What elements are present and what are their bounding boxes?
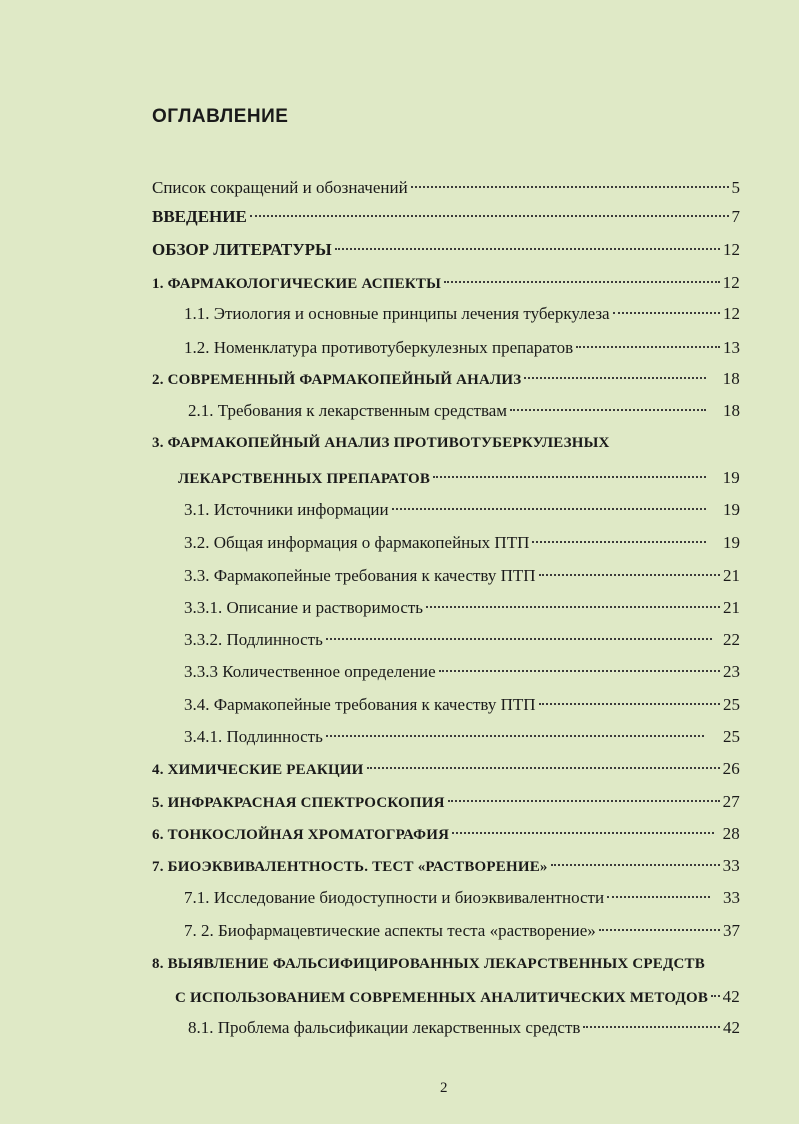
- toc-entry-label: С ИСПОЛЬЗОВАНИЕМ СОВРЕМЕННЫХ АНАЛИТИЧЕСКИХ МЕТОДОВ: [175, 990, 709, 1006]
- toc-entry: [152, 430, 740, 456]
- toc-leader: [551, 864, 720, 866]
- toc-entry-label: Список сокращений и обозначений: [152, 178, 408, 197]
- toc-entry[interactable]: [184, 918, 740, 944]
- toc-entry[interactable]: [152, 821, 740, 847]
- toc-entry[interactable]: [152, 366, 740, 392]
- toc-entry-label: 3.3.3 Количественное определение: [184, 662, 436, 681]
- toc-entry[interactable]: [152, 175, 740, 201]
- toc-entry-label: 3.4. Фармакопейные требования к качеству ПТП: [184, 695, 536, 714]
- toc-entry-label: 7. 2. Биофармацевтические аспекты теста «растворение»: [184, 921, 596, 940]
- toc-leader: [439, 670, 720, 672]
- toc-entry[interactable]: [188, 1015, 740, 1041]
- toc-entry-label: ЛЕКАРСТВЕННЫХ ПРЕПАРАТОВ: [178, 471, 431, 487]
- toc-entry-page: 13: [723, 338, 740, 357]
- toc-entry[interactable]: [184, 885, 740, 911]
- toc-entry-label: 2.1. Требования к лекарственным средствам: [188, 401, 508, 420]
- toc-entry-label: 6. ТОНКОСЛОЙНАЯ ХРОМАТОГРАФИЯ: [152, 827, 450, 843]
- toc-leader: [583, 1026, 720, 1028]
- toc-entry-label: 8. ВЫЯВЛЕНИЕ ФАЛЬСИФИЦИРОВАННЫХ ЛЕКАРСТВЕННЫХ СРЕДСТВ: [152, 956, 705, 972]
- toc-entry-label: 3.3.1. Описание и растворимость: [184, 598, 424, 617]
- toc-entry[interactable]: [184, 659, 740, 685]
- toc-entry[interactable]: [184, 335, 740, 361]
- toc-leader: [607, 896, 710, 898]
- toc-leader: [367, 767, 720, 769]
- toc-entry[interactable]: [152, 756, 740, 782]
- toc-entry: [152, 951, 740, 977]
- toc-entry-page: 5: [731, 178, 740, 197]
- toc-entry[interactable]: [175, 984, 740, 1010]
- toc-entry-page: 19: [723, 500, 740, 519]
- toc-entry-page: 42: [722, 987, 740, 1006]
- toc-entry[interactable]: [188, 398, 740, 424]
- toc-entry-label: 1.2. Номенклатура противотуберкулезных препаратов: [184, 338, 574, 357]
- toc-entry-label: 7.1. Исследование биодоступности и биоэквивалентности: [184, 888, 605, 907]
- toc-leader: [452, 832, 713, 834]
- toc-leader: [599, 929, 720, 931]
- toc-entry[interactable]: [184, 301, 740, 327]
- toc-entry-page: 12: [723, 304, 740, 323]
- toc-entry-label: 3.3. Фармакопейные требования к качеству ПТП: [184, 566, 536, 585]
- toc-leader: [444, 281, 720, 283]
- toc-entry-page: 22: [723, 630, 740, 649]
- toc-entry[interactable]: [152, 270, 740, 296]
- toc-entry-label: 3.1. Источники информации: [184, 500, 389, 519]
- toc-entry[interactable]: [184, 530, 740, 556]
- toc-entry-label: 1. ФАРМАКОЛОГИЧЕСКИЕ АСПЕКТЫ: [152, 276, 442, 292]
- toc-leader: [524, 377, 705, 379]
- toc-leader: [539, 574, 720, 576]
- toc-entry-page: 18: [722, 369, 740, 388]
- toc-leader: [448, 800, 720, 802]
- toc-entry-page: 21: [723, 566, 740, 585]
- toc-entry-page: 25: [723, 695, 740, 714]
- toc-entry-label: ВВЕДЕНИЕ: [152, 207, 247, 226]
- toc-entry-page: 19: [722, 468, 740, 487]
- toc-entry[interactable]: [152, 789, 740, 815]
- toc-entry[interactable]: [184, 692, 740, 718]
- toc-entry-page: 33: [722, 856, 740, 875]
- toc-leader: [613, 312, 720, 314]
- toc-entry-page: 28: [722, 824, 740, 843]
- toc-leader: [250, 215, 729, 217]
- toc-entry-page: 12: [723, 240, 740, 259]
- toc-entry[interactable]: [178, 465, 740, 491]
- toc-entry-page: 37: [723, 921, 740, 940]
- toc-leader: [326, 638, 712, 640]
- toc-entry-label: 4. ХИМИЧЕСКИЕ РЕАКЦИИ: [152, 762, 364, 778]
- toc-entry[interactable]: [184, 497, 740, 523]
- toc-leader: [532, 541, 706, 543]
- toc-entry[interactable]: [184, 595, 740, 621]
- toc-leader: [426, 606, 720, 608]
- toc-entry-page: 25: [723, 727, 740, 746]
- toc-entry-page: 33: [723, 888, 740, 907]
- toc-entry-page: 12: [722, 273, 740, 292]
- toc-entry-label: 1.1. Этиология и основные принципы лечения туберкулеза: [184, 304, 610, 323]
- toc-entry-page: 42: [723, 1018, 740, 1037]
- page-title: ОГЛАВЛЕНИЕ: [152, 106, 289, 127]
- toc-entry-label: ОБЗОР ЛИТЕРАТУРЫ: [152, 240, 332, 259]
- toc-entry[interactable]: [184, 627, 740, 653]
- toc-leader: [433, 476, 705, 478]
- toc-entry[interactable]: [184, 724, 740, 750]
- toc-leader: [510, 409, 706, 411]
- toc-entry-label: 3. ФАРМАКОПЕЙНЫЙ АНАЛИЗ ПРОТИВОТУБЕРКУЛЕЗНЫХ: [152, 435, 610, 451]
- toc-entry-page: 23: [723, 662, 740, 681]
- toc-entry-label: 3.4.1. Подлинность: [184, 727, 323, 746]
- toc-entry[interactable]: [184, 563, 740, 589]
- toc-leader: [392, 508, 706, 510]
- toc-entry-label: 3.2. Общая информация о фармакопейных ПТП: [184, 533, 530, 552]
- toc-entry-label: 2. СОВРЕМЕННЫЙ ФАРМАКОПЕЙНЫЙ АНАЛИЗ: [152, 372, 522, 388]
- toc-leader: [539, 703, 720, 705]
- toc-entry-page: 19: [723, 533, 740, 552]
- toc-entry-page: 18: [723, 401, 740, 420]
- toc-entry-page: 7: [731, 207, 740, 226]
- toc-entry[interactable]: [152, 853, 740, 879]
- toc-leader: [411, 186, 729, 188]
- toc-leader: [335, 248, 720, 250]
- toc-entry-page: 27: [722, 792, 740, 811]
- toc-entry-label: 5. ИНФРАКРАСНАЯ СПЕКТРОСКОПИЯ: [152, 795, 445, 811]
- toc-entry-label: 7. БИОЭКВИВАЛЕНТНОСТЬ. ТЕСТ «РАСТВОРЕНИЕ»: [152, 859, 548, 875]
- toc-entry-page: 21: [723, 598, 740, 617]
- toc-entry[interactable]: [152, 237, 740, 263]
- toc-entry-page: 26: [722, 759, 740, 778]
- toc-leader: [576, 346, 720, 348]
- page-number: 2: [440, 1080, 448, 1096]
- toc-leader: [326, 735, 704, 737]
- toc-leader: [711, 995, 719, 997]
- toc-entry[interactable]: [152, 204, 740, 230]
- toc-entry-label: 3.3.2. Подлинность: [184, 630, 323, 649]
- toc-entry-label: 8.1. Проблема фальсификации лекарственных средств: [188, 1018, 581, 1037]
